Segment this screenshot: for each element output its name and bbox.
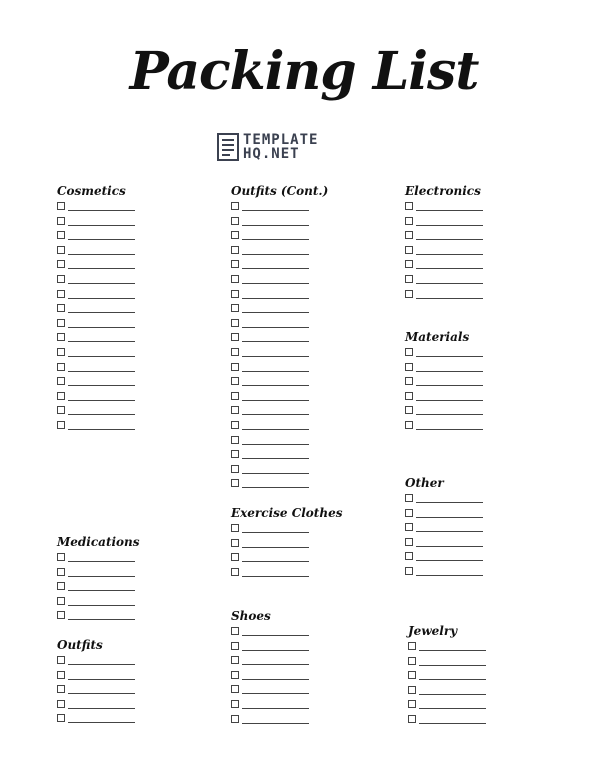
write-in-line[interactable] — [68, 708, 135, 709]
checklist-item[interactable] — [405, 375, 495, 387]
checklist-item[interactable] — [57, 244, 147, 256]
checkbox[interactable] — [231, 275, 239, 283]
write-in-line[interactable] — [416, 560, 483, 561]
checklist-item[interactable] — [231, 419, 321, 431]
write-in-line[interactable] — [416, 225, 483, 226]
checkbox[interactable] — [408, 671, 416, 679]
write-in-line[interactable] — [68, 371, 135, 372]
checkbox[interactable] — [57, 421, 65, 429]
checkbox[interactable] — [231, 715, 239, 723]
checkbox[interactable] — [405, 260, 413, 268]
checkbox[interactable] — [57, 671, 65, 679]
checklist-item[interactable] — [405, 390, 495, 402]
checkbox[interactable] — [231, 450, 239, 458]
logo-text-line2: HQ.NET — [243, 146, 300, 162]
checkbox[interactable] — [405, 567, 413, 575]
write-in-line[interactable] — [242, 298, 309, 299]
checkbox[interactable] — [405, 231, 413, 239]
checkbox[interactable] — [405, 363, 413, 371]
write-in-line[interactable] — [68, 312, 135, 313]
checkbox[interactable] — [231, 377, 239, 385]
checklist-item[interactable] — [57, 346, 147, 358]
section-heading-jewelry: Jewelry — [408, 624, 458, 638]
checkbox[interactable] — [231, 524, 239, 532]
checkbox[interactable] — [405, 538, 413, 546]
section-heading-other: Other — [405, 476, 444, 490]
checkbox[interactable] — [57, 582, 65, 590]
checkbox[interactable] — [231, 685, 239, 693]
checklist-item[interactable] — [408, 669, 498, 681]
checklist-item[interactable] — [231, 537, 321, 549]
checklist-item[interactable] — [405, 550, 495, 562]
write-in-line[interactable] — [68, 429, 135, 430]
checkbox[interactable] — [405, 494, 413, 502]
checkbox[interactable] — [231, 465, 239, 473]
checkbox[interactable] — [57, 553, 65, 561]
checklist-item[interactable] — [405, 521, 495, 533]
write-in-line[interactable] — [419, 665, 486, 666]
write-in-line[interactable] — [68, 254, 135, 255]
checkbox[interactable] — [231, 436, 239, 444]
checklist-item[interactable] — [231, 288, 321, 300]
write-in-line[interactable] — [242, 210, 309, 211]
checkbox[interactable] — [405, 377, 413, 385]
checklist-item[interactable] — [231, 390, 321, 402]
write-in-line[interactable] — [68, 414, 135, 415]
checkbox[interactable] — [57, 377, 65, 385]
write-in-line[interactable] — [68, 268, 135, 269]
checklist-item[interactable] — [57, 288, 147, 300]
write-in-line[interactable] — [242, 356, 309, 357]
write-in-line[interactable] — [419, 694, 486, 695]
checkbox[interactable] — [231, 627, 239, 635]
checkbox[interactable] — [231, 539, 239, 547]
checkbox[interactable] — [405, 202, 413, 210]
checklist-item[interactable] — [231, 273, 321, 285]
write-in-line[interactable] — [242, 458, 309, 459]
checklist-item[interactable] — [57, 375, 147, 387]
write-in-line[interactable] — [242, 312, 309, 313]
write-in-line[interactable] — [68, 619, 135, 620]
write-in-line[interactable] — [68, 385, 135, 386]
write-in-line[interactable] — [242, 723, 309, 724]
checkbox[interactable] — [231, 348, 239, 356]
section-heading-cosmetics: Cosmetics — [57, 184, 126, 198]
checklist-item[interactable] — [57, 669, 147, 681]
write-in-line[interactable] — [416, 298, 483, 299]
checklist-item[interactable] — [231, 317, 321, 329]
checkbox[interactable] — [57, 714, 65, 722]
section-heading-materials: Materials — [405, 330, 470, 344]
section-heading-medications: Medications — [57, 535, 140, 549]
checklist-item[interactable] — [231, 302, 321, 314]
write-in-line[interactable] — [68, 210, 135, 211]
write-in-line[interactable] — [242, 708, 309, 709]
checkbox[interactable] — [57, 656, 65, 664]
checklist-item[interactable] — [231, 669, 321, 681]
page-title: Packing List — [129, 41, 479, 102]
write-in-line[interactable] — [68, 576, 135, 577]
checklist-item[interactable] — [57, 273, 147, 285]
document-icon — [217, 133, 239, 161]
write-in-line[interactable] — [242, 532, 309, 533]
checklist-item[interactable] — [408, 640, 498, 652]
checklist-item[interactable] — [405, 419, 495, 431]
checkbox[interactable] — [231, 290, 239, 298]
checklist-item[interactable] — [231, 654, 321, 666]
checklist-item[interactable] — [57, 712, 147, 724]
section-heading-outfits-cont: Outfits (Cont.) — [231, 184, 329, 198]
checklist-item[interactable] — [405, 288, 495, 300]
checklist-item[interactable] — [231, 522, 321, 534]
checklist-item[interactable] — [231, 434, 321, 446]
checklist-item[interactable] — [231, 698, 321, 710]
checklist-item[interactable] — [231, 683, 321, 695]
write-in-line[interactable] — [242, 385, 309, 386]
checklist-item[interactable] — [57, 580, 147, 592]
write-in-line[interactable] — [68, 400, 135, 401]
checklist-item[interactable] — [231, 346, 321, 358]
checklist-item[interactable] — [57, 390, 147, 402]
checklist-item[interactable] — [57, 215, 147, 227]
write-in-line[interactable] — [68, 664, 135, 665]
checkbox[interactable] — [405, 509, 413, 517]
checkbox[interactable] — [405, 217, 413, 225]
checkbox[interactable] — [57, 319, 65, 327]
checklist-item[interactable] — [405, 273, 495, 285]
checkbox[interactable] — [231, 304, 239, 312]
checkbox[interactable] — [57, 217, 65, 225]
write-in-line[interactable] — [68, 693, 135, 694]
checkbox[interactable] — [57, 348, 65, 356]
write-in-line[interactable] — [242, 547, 309, 548]
write-in-line[interactable] — [68, 561, 135, 562]
checklist-item[interactable] — [405, 229, 495, 241]
write-in-line[interactable] — [242, 371, 309, 372]
checklist-item[interactable] — [57, 419, 147, 431]
write-in-line[interactable] — [416, 385, 483, 386]
write-in-line[interactable] — [416, 575, 483, 576]
checkbox[interactable] — [231, 421, 239, 429]
checkbox[interactable] — [231, 392, 239, 400]
checklist-item[interactable] — [231, 200, 321, 212]
write-in-line[interactable] — [416, 268, 483, 269]
write-in-line[interactable] — [242, 561, 309, 562]
write-in-line[interactable] — [416, 429, 483, 430]
write-in-line[interactable] — [416, 414, 483, 415]
checklist-item[interactable] — [231, 463, 321, 475]
checkbox[interactable] — [57, 231, 65, 239]
checklist-item[interactable] — [57, 229, 147, 241]
checkbox[interactable] — [231, 217, 239, 225]
checklist-item[interactable] — [405, 244, 495, 256]
write-in-line[interactable] — [416, 210, 483, 211]
write-in-line[interactable] — [242, 444, 309, 445]
write-in-line[interactable] — [419, 708, 486, 709]
write-in-line[interactable] — [68, 722, 135, 723]
checkbox[interactable] — [231, 553, 239, 561]
checkbox[interactable] — [405, 421, 413, 429]
write-in-line[interactable] — [242, 225, 309, 226]
write-in-line[interactable] — [242, 400, 309, 401]
checkbox[interactable] — [408, 715, 416, 723]
write-in-line[interactable] — [416, 517, 483, 518]
checklist-item[interactable] — [405, 361, 495, 373]
checkbox[interactable] — [408, 657, 416, 665]
write-in-line[interactable] — [242, 254, 309, 255]
write-in-line[interactable] — [419, 723, 486, 724]
checkbox[interactable] — [231, 319, 239, 327]
checkbox[interactable] — [57, 700, 65, 708]
write-in-line[interactable] — [242, 635, 309, 636]
checklist-item[interactable] — [405, 200, 495, 212]
checkbox[interactable] — [57, 406, 65, 414]
checkbox[interactable] — [408, 686, 416, 694]
write-in-line[interactable] — [416, 239, 483, 240]
checklist-item[interactable] — [57, 331, 147, 343]
checklist-item[interactable] — [408, 655, 498, 667]
checklist-item[interactable] — [57, 609, 147, 621]
write-in-line[interactable] — [242, 268, 309, 269]
write-in-line[interactable] — [242, 576, 309, 577]
checklist-item[interactable] — [231, 375, 321, 387]
write-in-line[interactable] — [242, 239, 309, 240]
checkbox[interactable] — [57, 304, 65, 312]
checkbox[interactable] — [405, 275, 413, 283]
write-in-line[interactable] — [68, 341, 135, 342]
checklist-item[interactable] — [231, 229, 321, 241]
checkbox[interactable] — [405, 348, 413, 356]
checkbox[interactable] — [231, 363, 239, 371]
checkbox[interactable] — [57, 246, 65, 254]
write-in-line[interactable] — [416, 502, 483, 503]
checklist-item[interactable] — [405, 404, 495, 416]
checkbox[interactable] — [231, 479, 239, 487]
checklist-item[interactable] — [57, 258, 147, 270]
write-in-line[interactable] — [68, 327, 135, 328]
checkbox[interactable] — [405, 552, 413, 560]
checkbox[interactable] — [57, 597, 65, 605]
checklist-item[interactable] — [231, 640, 321, 652]
checklist-item[interactable] — [231, 713, 321, 725]
checkbox[interactable] — [231, 642, 239, 650]
write-in-line[interactable] — [68, 356, 135, 357]
write-in-line[interactable] — [68, 283, 135, 284]
checklist-item[interactable] — [57, 200, 147, 212]
checkbox[interactable] — [405, 290, 413, 298]
write-in-line[interactable] — [242, 283, 309, 284]
checklist-item[interactable] — [405, 492, 495, 504]
checkbox[interactable] — [231, 406, 239, 414]
write-in-line[interactable] — [242, 679, 309, 680]
checkbox[interactable] — [57, 392, 65, 400]
checklist-item[interactable] — [231, 566, 321, 578]
checkbox[interactable] — [408, 642, 416, 650]
checklist-item[interactable] — [405, 215, 495, 227]
checklist-item[interactable] — [57, 566, 147, 578]
write-in-line[interactable] — [416, 254, 483, 255]
checkbox[interactable] — [408, 700, 416, 708]
write-in-line[interactable] — [242, 429, 309, 430]
checkbox[interactable] — [405, 246, 413, 254]
write-in-line[interactable] — [68, 239, 135, 240]
write-in-line[interactable] — [416, 400, 483, 401]
checkbox[interactable] — [231, 246, 239, 254]
write-in-line[interactable] — [68, 605, 135, 606]
checklist-item[interactable] — [231, 258, 321, 270]
checkbox[interactable] — [57, 611, 65, 619]
checklist-item[interactable] — [57, 683, 147, 695]
checkbox[interactable] — [57, 290, 65, 298]
write-in-line[interactable] — [242, 473, 309, 474]
checklist-item[interactable] — [405, 507, 495, 519]
checkbox[interactable] — [57, 363, 65, 371]
checklist-item[interactable] — [405, 346, 495, 358]
write-in-line[interactable] — [242, 693, 309, 694]
checkbox[interactable] — [405, 406, 413, 414]
checklist-item[interactable] — [57, 361, 147, 373]
checklist-item[interactable] — [405, 536, 495, 548]
checklist-item[interactable] — [231, 215, 321, 227]
checklist-item[interactable] — [231, 625, 321, 637]
checkbox[interactable] — [231, 202, 239, 210]
checklist-item[interactable] — [231, 244, 321, 256]
write-in-line[interactable] — [416, 546, 483, 547]
checkbox[interactable] — [231, 700, 239, 708]
checkbox[interactable] — [405, 392, 413, 400]
write-in-line[interactable] — [416, 531, 483, 532]
write-in-line[interactable] — [419, 650, 486, 651]
checkbox[interactable] — [57, 568, 65, 576]
checklist-item[interactable] — [57, 551, 147, 563]
checklist-item[interactable] — [57, 595, 147, 607]
checkbox[interactable] — [57, 260, 65, 268]
checklist-item[interactable] — [231, 331, 321, 343]
write-in-line[interactable] — [68, 590, 135, 591]
checkbox[interactable] — [231, 656, 239, 664]
write-in-line[interactable] — [242, 487, 309, 488]
write-in-line[interactable] — [242, 650, 309, 651]
checkbox[interactable] — [231, 231, 239, 239]
write-in-line[interactable] — [416, 371, 483, 372]
write-in-line[interactable] — [416, 356, 483, 357]
write-in-line[interactable] — [416, 283, 483, 284]
checkbox[interactable] — [231, 333, 239, 341]
checklist-item[interactable] — [231, 361, 321, 373]
checklist-item[interactable] — [57, 302, 147, 314]
checklist-item[interactable] — [231, 477, 321, 489]
write-in-line[interactable] — [242, 414, 309, 415]
checkbox[interactable] — [57, 685, 65, 693]
logo-text-line1: TEMPLATE — [243, 132, 319, 148]
checkbox[interactable] — [57, 202, 65, 210]
write-in-line[interactable] — [68, 225, 135, 226]
write-in-line[interactable] — [242, 341, 309, 342]
checklist-item[interactable] — [408, 713, 498, 725]
checklist-item[interactable] — [57, 698, 147, 710]
write-in-line[interactable] — [242, 327, 309, 328]
checkbox[interactable] — [231, 260, 239, 268]
write-in-line[interactable] — [68, 679, 135, 680]
checklist-item[interactable] — [231, 448, 321, 460]
section-heading-electronics: Electronics — [405, 184, 481, 198]
section-heading-shoes: Shoes — [231, 609, 271, 623]
write-in-line[interactable] — [419, 679, 486, 680]
write-in-line[interactable] — [68, 298, 135, 299]
section-heading-exercise-clothes: Exercise Clothes — [231, 506, 343, 520]
checkbox[interactable] — [57, 333, 65, 341]
checklist-item[interactable] — [408, 698, 498, 710]
checklist-item[interactable] — [231, 551, 321, 563]
checklist-item[interactable] — [408, 684, 498, 696]
checklist-item[interactable] — [231, 404, 321, 416]
checklist-item[interactable] — [57, 654, 147, 666]
checkbox[interactable] — [405, 523, 413, 531]
checkbox[interactable] — [231, 568, 239, 576]
checklist-item[interactable] — [57, 317, 147, 329]
write-in-line[interactable] — [242, 664, 309, 665]
section-heading-outfits: Outfits — [57, 638, 103, 652]
checkbox[interactable] — [57, 275, 65, 283]
checklist-item[interactable] — [57, 404, 147, 416]
checklist-item[interactable] — [405, 565, 495, 577]
checkbox[interactable] — [231, 671, 239, 679]
checklist-item[interactable] — [405, 258, 495, 270]
